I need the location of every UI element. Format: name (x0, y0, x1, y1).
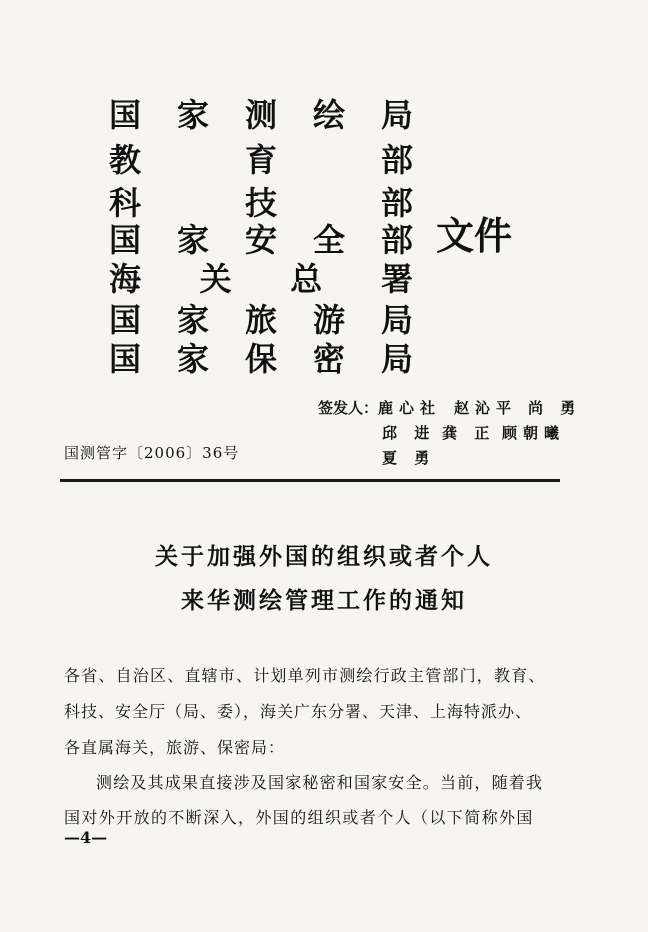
document-title-line-1: 关于加强外国的组织或者个人 (155, 543, 493, 570)
issuer-char: 国 (108, 340, 141, 378)
signer-name: 赵沁平 (454, 399, 518, 417)
issuer-char: 局 (380, 96, 413, 134)
issuer-char: 技 (244, 184, 277, 222)
header-divider (60, 479, 560, 482)
page-number: —4— (64, 828, 108, 847)
issuer-row (106, 141, 416, 179)
issuer-char: 家 (176, 221, 209, 259)
issuer-row (106, 340, 416, 378)
signer-name: 夏 勇 (382, 449, 436, 467)
issuer-char: 国 (108, 96, 141, 134)
issuer-char: 部 (380, 221, 413, 259)
body-paragraph-line: 国对外开放的不断深入，外国的组织或者个人（以下简称外国 (64, 808, 534, 827)
issuer-char: 国 (108, 301, 141, 339)
issuer-row (106, 221, 416, 259)
issuer-char: 安 (244, 221, 277, 259)
issuer-char: 游 (312, 301, 345, 339)
issuer-char: 局 (380, 340, 413, 378)
issuer-row (106, 301, 416, 339)
issuer-char: 家 (176, 301, 209, 339)
signer-name: 邱 进 (382, 424, 436, 442)
issuer-char: 家 (176, 96, 209, 134)
issuer-char: 测 (244, 96, 277, 134)
issuer-char: 全 (312, 221, 345, 259)
issuer-char: 署 (380, 260, 413, 298)
issuer-char: 海 (108, 260, 141, 298)
issuer-char: 科 (108, 184, 141, 222)
body-paragraph-line: 测绘及其成果直接涉及国家秘密和国家安全。当前，随着我 (96, 773, 544, 792)
issuer-row (106, 96, 416, 134)
document-number: 国测管字〔2006〕36号 (64, 444, 240, 462)
issuer-char: 密 (312, 340, 345, 378)
issuer-char: 旅 (244, 301, 277, 339)
signer-name: 顾朝曦 (502, 424, 566, 442)
issuer-char: 局 (380, 301, 413, 339)
document-title-line-2: 来华测绘管理工作的通知 (181, 587, 467, 614)
issuer-char: 教 (108, 141, 141, 179)
signer-name: 龚 正 (442, 424, 496, 442)
issuer-char: 育 (244, 141, 277, 179)
document-suffix: 文件 (436, 213, 513, 258)
addressee-line: 各省、自治区、直辖市、计划单列市测绘行政主管部门，教育、 (64, 666, 546, 685)
issuer-row (106, 184, 416, 222)
issuer-char: 国 (108, 221, 141, 259)
issuer-char: 总 (290, 260, 323, 298)
signer-name: 鹿心社 (378, 399, 442, 417)
issuer-row (106, 260, 416, 298)
addressee-line: 科技、安全厅（局、委），海关广东分署、天津、上海特派办、 (64, 702, 533, 721)
issuer-char: 家 (176, 340, 209, 378)
signer-label: 签发人： (318, 399, 379, 417)
issuer-char: 绘 (312, 96, 345, 134)
issuer-char: 保 (244, 340, 277, 378)
issuer-char: 部 (380, 184, 413, 222)
issuer-char: 部 (380, 141, 413, 179)
signer-name: 尚 勇 (528, 399, 582, 417)
addressee-line: 各直属海关，旅游、保密局： (64, 738, 286, 757)
issuer-char: 关 (199, 260, 232, 298)
